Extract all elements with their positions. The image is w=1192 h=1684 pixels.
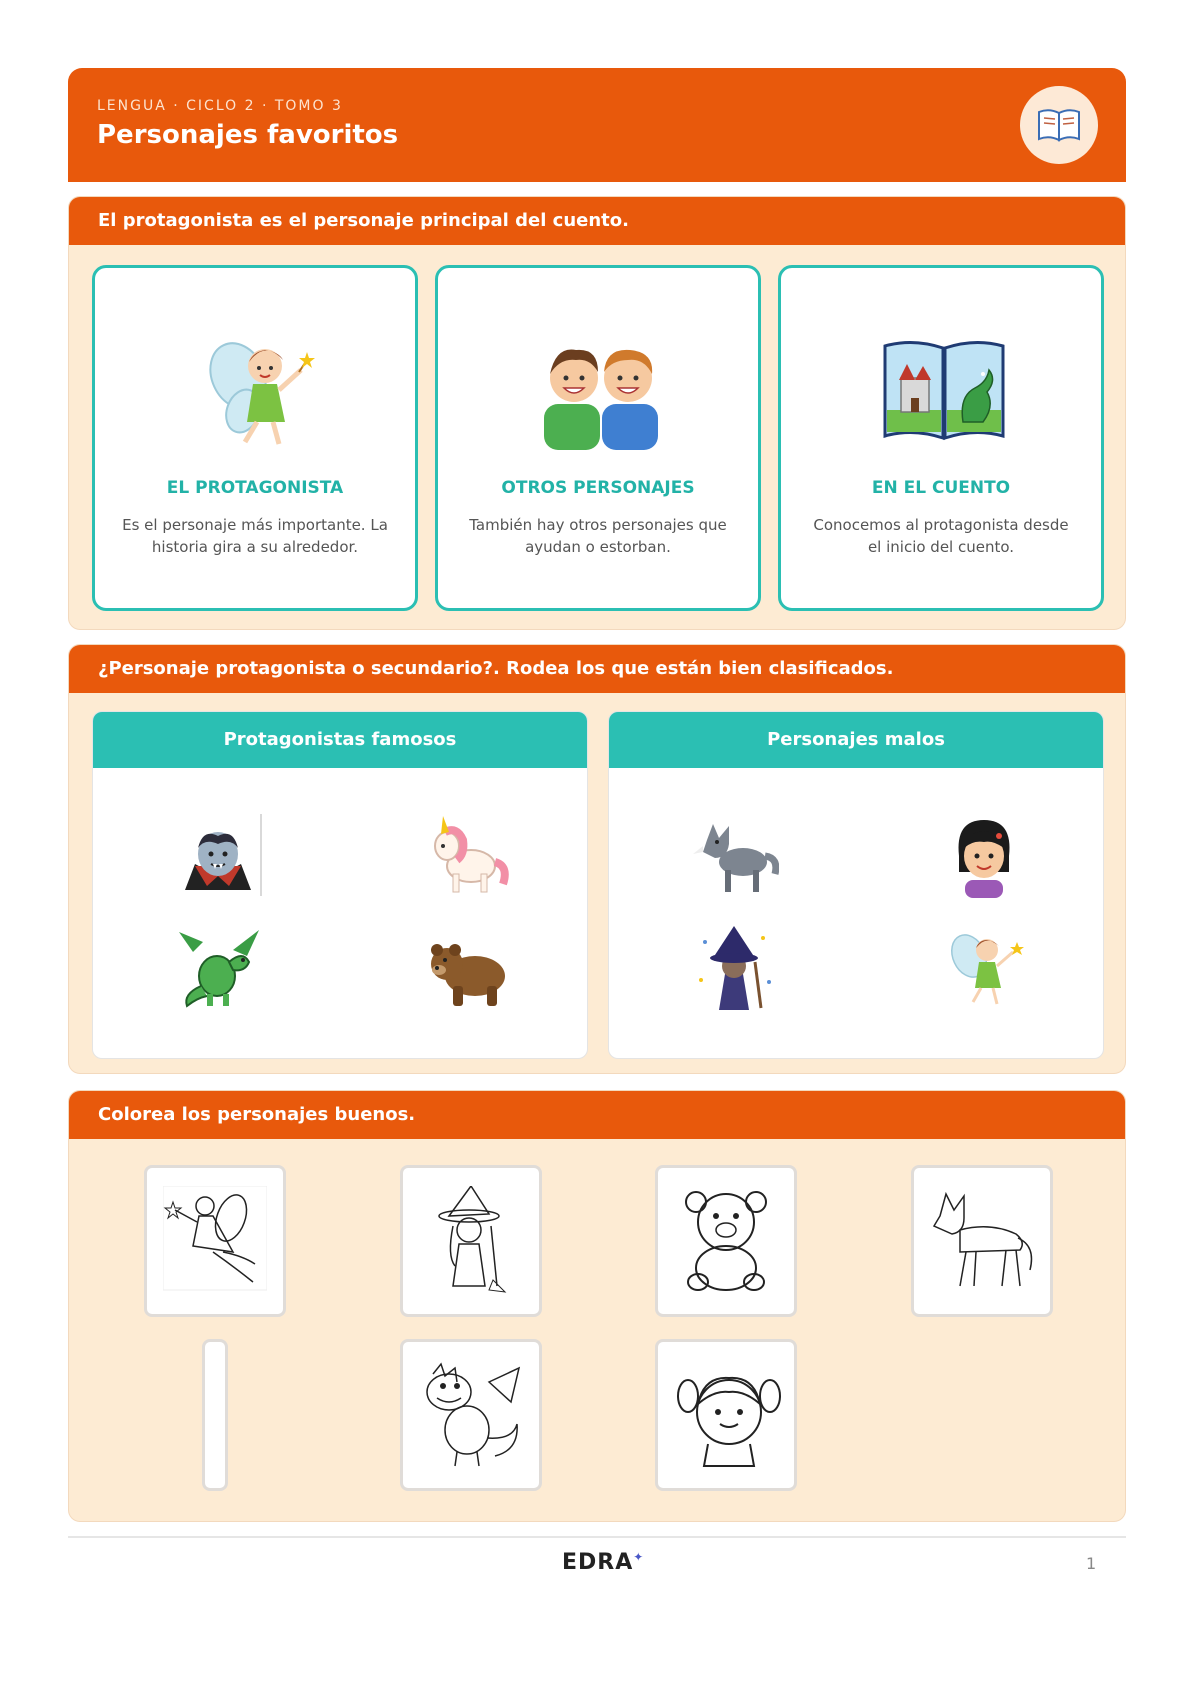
section-classification xyxy=(68,644,1126,1074)
coloring-tile-empty[interactable] xyxy=(202,1339,228,1491)
card-in-the-story xyxy=(778,265,1104,611)
panel-title: Personajes malos xyxy=(609,712,1103,768)
coloring-tile-girl[interactable] xyxy=(655,1339,797,1491)
card-text: También hay otros personajes que ayudan o estorban. xyxy=(469,516,727,556)
coloring-tile-bear[interactable] xyxy=(655,1165,797,1317)
storybook-icon xyxy=(879,326,1009,456)
girl-icon[interactable] xyxy=(939,810,1029,900)
bear-outline-icon xyxy=(674,1186,778,1296)
header-badge xyxy=(1020,86,1098,164)
panel-title: Protagonistas famosos xyxy=(93,712,587,768)
section-instruction: El protagonista es el personaje principal del cuento. xyxy=(69,197,1125,245)
subject-kicker: LENGUA · CICLO 2 · TOMO 3 xyxy=(97,98,343,114)
coloring-tile-dragon[interactable] xyxy=(400,1339,542,1491)
section-protagonist xyxy=(68,196,1126,630)
section-coloring xyxy=(68,1090,1126,1522)
page-header xyxy=(68,68,1126,182)
fairy-outline-icon xyxy=(163,1186,267,1296)
wolf-icon[interactable] xyxy=(689,810,779,900)
card-text: Conocemos al protagonista desde el inicio del cuento. xyxy=(813,516,1069,556)
wolf-outline-icon xyxy=(930,1186,1040,1296)
girl-outline-icon xyxy=(674,1360,784,1470)
fairy-icon xyxy=(193,326,323,456)
open-book-icon xyxy=(1037,108,1081,142)
card-text: Es el personaje más importante. La historia gira a su alrededor. xyxy=(122,516,388,556)
two-boys-icon xyxy=(536,326,666,456)
card-title: OTROS PERSONAJES xyxy=(501,478,695,498)
card-title: EN EL CUENTO xyxy=(871,478,1011,498)
card-title: EL PROTAGONISTA xyxy=(166,478,344,498)
publisher-logo: EDRA✦ xyxy=(562,1550,645,1575)
bear-icon[interactable] xyxy=(423,922,513,1012)
card-protagonist xyxy=(92,265,418,611)
logo-star-icon: ✦ xyxy=(633,1550,645,1564)
vampire-icon[interactable] xyxy=(173,810,263,900)
unicorn-icon[interactable] xyxy=(423,810,513,900)
dragon-icon[interactable] xyxy=(173,922,263,1012)
coloring-tile-fairy[interactable] xyxy=(144,1165,286,1317)
panel-bad-characters xyxy=(608,711,1104,1059)
footer-divider xyxy=(68,1536,1126,1538)
section-instruction: Colorea los personajes buenos. xyxy=(69,1091,1125,1139)
fairy-icon[interactable] xyxy=(939,922,1029,1012)
section-instruction: ¿Personaje protagonista o secundario?. Rodea los que están bien clasificados. xyxy=(69,645,1125,693)
page-title: Personajes favoritos xyxy=(97,120,399,150)
coloring-tile-wolf[interactable] xyxy=(911,1165,1053,1317)
witch-icon[interactable] xyxy=(689,922,779,1012)
card-other-characters xyxy=(435,265,761,611)
panel-famous-protagonists xyxy=(92,711,588,1059)
witch-outline-icon xyxy=(419,1186,523,1296)
coloring-tile-witch[interactable] xyxy=(400,1165,542,1317)
dragon-outline-icon xyxy=(419,1360,529,1470)
page-number: 1 xyxy=(1086,1554,1097,1573)
